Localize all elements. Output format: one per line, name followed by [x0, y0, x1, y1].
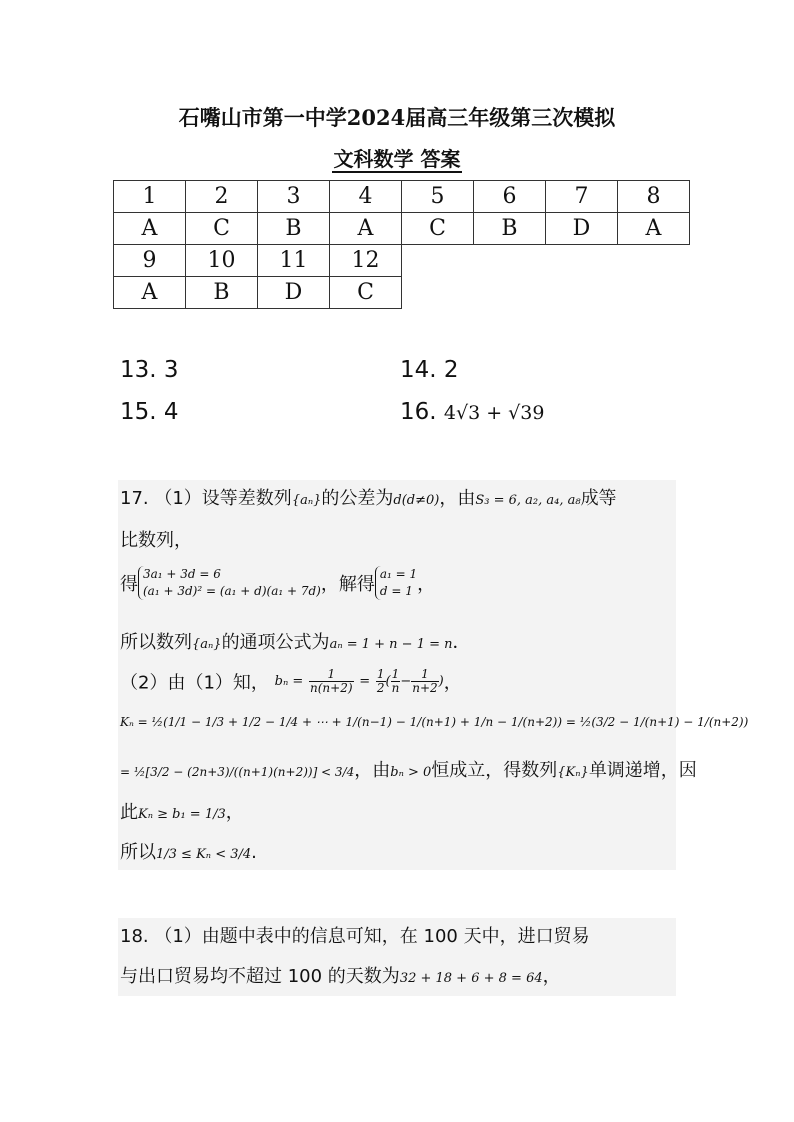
table-cell-empty: [402, 277, 474, 309]
table-cell: A: [330, 213, 402, 245]
text: 与出口贸易均不超过 100 的天数为: [120, 966, 400, 987]
table-cell: A: [114, 277, 186, 309]
q17-line-8: [120, 798, 244, 824]
text: 成等: [580, 488, 617, 509]
math: −: [400, 674, 412, 689]
table-cell: 5: [402, 181, 474, 213]
table-cell-empty: [546, 277, 618, 309]
text: （2）由（1）知，: [120, 672, 269, 694]
text: 17. （1）设等差数列: [120, 488, 292, 509]
page-subtitle: 文科数学 答案: [333, 147, 461, 171]
math-d: d(d≠0): [393, 493, 440, 508]
table-row: [114, 181, 690, 213]
q17-line-2: 比数列，: [120, 530, 192, 551]
table-row: [114, 213, 690, 245]
table-cell: 11: [258, 245, 330, 277]
text: 所以数列: [120, 632, 192, 653]
text: ，由: [354, 760, 391, 781]
table-cell: 12: [330, 245, 402, 277]
math-kn-sum: Kₙ = ½(1/1 − 1/3 + 1/2 − 1/4 + ⋯ + 1/(n−1) − 1/(n+1) + 1/n − 1/(n+2)) = ½(3/2 − 1/(n+1) − 1/(n+2)): [120, 715, 749, 729]
math: (: [385, 674, 391, 689]
solution-17: [118, 480, 749, 870]
math: (a₁ + 3d)² = (a₁ + d)(a₁ + 7d): [143, 584, 321, 598]
table-cell: 8: [618, 181, 690, 213]
page-title: 石嘴山市第一中学2024届高三年级第三次模拟: [178, 105, 616, 130]
math-seq-kn: {Kₙ}: [557, 765, 589, 780]
answer-13: 13. 3: [120, 357, 179, 383]
table-cell-empty: [474, 245, 546, 277]
table-row: [114, 245, 690, 277]
table-cell-empty: [474, 277, 546, 309]
denominator: n(n+2): [310, 681, 353, 695]
text: ，由: [439, 488, 476, 509]
fraction: [376, 668, 386, 695]
text: 所以: [120, 842, 156, 863]
q17-line-6: [120, 710, 748, 731]
denominator: n: [391, 681, 400, 695]
math: bₙ > 0: [390, 765, 432, 780]
answer-16-value: 4√3 + √39: [443, 402, 545, 424]
equation-system-1: [138, 566, 321, 600]
table-cell-empty: [618, 277, 690, 309]
text: 的通项公式为: [221, 632, 330, 653]
text: .: [251, 842, 257, 863]
table-row: [114, 277, 690, 309]
table-cell: 6: [474, 181, 546, 213]
table-cell: C: [402, 213, 474, 245]
fraction: [309, 668, 354, 695]
math: 1/3 ≤ Kₙ < 3/4: [156, 847, 252, 862]
math: 3a₁ + 3d = 6: [143, 567, 221, 581]
table-cell: C: [330, 277, 402, 309]
text: ，: [225, 802, 244, 823]
q17-line-9: [120, 838, 257, 864]
answer-14: 14. 2: [400, 357, 459, 383]
math-kn-bound: = ½[3/2 − (2n+3)/((n+1)(n+2))] < 3/4: [120, 765, 355, 779]
table-cell-empty: [546, 245, 618, 277]
math: d = 1: [379, 584, 413, 598]
table-cell: 9: [114, 245, 186, 277]
table-cell: C: [186, 213, 258, 245]
text: ，解得: [320, 574, 375, 595]
table-cell-empty: [618, 245, 690, 277]
q17-line-7: [120, 756, 697, 782]
math: =: [359, 674, 371, 689]
table-cell: 7: [546, 181, 618, 213]
table-cell-empty: [402, 245, 474, 277]
text: 此: [120, 802, 138, 823]
text: 的公差为: [321, 488, 394, 509]
numerator: 1: [376, 667, 385, 681]
q17-line-5: [120, 668, 462, 695]
numerator: 1: [309, 668, 354, 682]
math: ): [438, 674, 444, 689]
fraction: [411, 668, 438, 695]
math: bₙ =: [274, 674, 304, 689]
text: ．: [452, 632, 471, 653]
table-cell: B: [258, 213, 330, 245]
answer-15: 15. 4: [120, 399, 179, 425]
table-cell: 3: [258, 181, 330, 213]
math: a₁ = 1: [379, 567, 418, 581]
answer-16: [400, 399, 544, 425]
answer-table: [113, 180, 690, 309]
numerator: 1: [411, 668, 438, 682]
q17-line-4: [120, 628, 471, 654]
denominator: 2: [376, 681, 385, 695]
table-cell: 1: [114, 181, 186, 213]
table-cell: 10: [186, 245, 258, 277]
math-general-term: aₙ = 1 + n − 1 = n: [329, 637, 453, 652]
equation-system-2: [375, 566, 417, 600]
text: ，: [417, 574, 436, 595]
text: ，: [443, 672, 462, 694]
table-cell: A: [618, 213, 690, 245]
table-cell: B: [474, 213, 546, 245]
math-condition: S₃ = 6, a₂, a₄, a₈: [475, 493, 581, 508]
fraction: [391, 668, 401, 695]
text: 单调递增，因: [588, 760, 697, 781]
math-seq-an: {aₙ}: [291, 493, 322, 508]
table-cell: D: [258, 277, 330, 309]
math: Kₙ ≥ b₁ = 1/3: [138, 807, 226, 822]
table-cell: D: [546, 213, 618, 245]
table-cell: B: [186, 277, 258, 309]
table-cell: 4: [330, 181, 402, 213]
denominator: n+2: [412, 681, 438, 695]
text: ，: [542, 966, 561, 987]
math: 32 + 18 + 6 + 8 = 64: [399, 971, 543, 986]
q18-line-1: 18. （1）由题中表中的信息可知，在 100 天中，进口贸易: [120, 926, 590, 947]
answer-16-label: 16.: [400, 399, 437, 425]
q17-line-1: [120, 484, 617, 510]
table-cell: A: [114, 213, 186, 245]
q17-line-3: [120, 566, 435, 600]
text: 恒成立，得数列: [431, 760, 558, 781]
text: 得: [120, 574, 138, 595]
math-seq-an: {aₙ}: [192, 637, 222, 652]
numerator: 1: [391, 667, 400, 681]
table-cell: 2: [186, 181, 258, 213]
solution-18: [118, 918, 676, 996]
q18-line-2: [120, 962, 561, 988]
